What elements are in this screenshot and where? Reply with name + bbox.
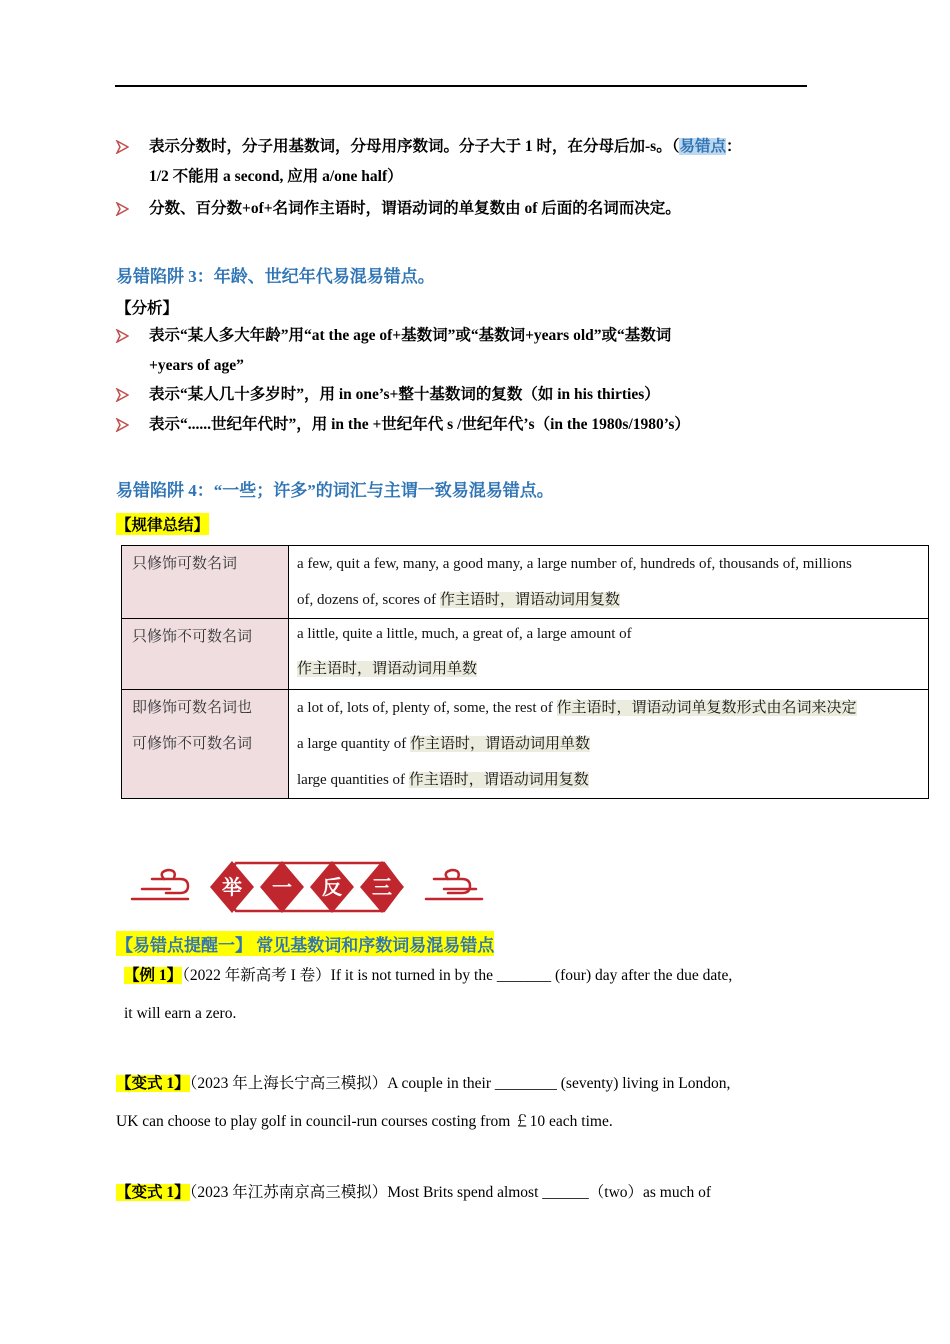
header-rule [115,85,807,87]
arrow-bullet-icon [115,329,131,343]
row-content: a few, quit a few, many, a good many, a large number of, hundreds of, thousands of, millions of, dozens of, scores of 作主语时，谓语动词用复数 [289,546,929,619]
banner-char: 反 [322,875,342,899]
row-content: a little, quite a little, much, a great of, a large amount of 作主语时，谓语动词用单数 [289,619,929,690]
reminder1-heading: 【易错点提醒一】 常见基数词和序数词易混易错点 [116,931,494,956]
analysis-label: 【分析】 [116,300,179,317]
arrow-bullet-icon [115,388,131,402]
quantifier-table [121,545,929,799]
trap3-heading: 易错陷阱 3：年龄、世纪年代易混易错点。 [116,267,435,286]
banner-char: 一 [272,875,292,899]
decade-age-bullet: 表示“某人几十多岁时”，用 in one’s+整十基数词的复数（如 in his thirties） [149,386,660,403]
table-row [122,546,929,619]
arrow-bullet-icon [115,202,131,216]
table-row [122,619,929,690]
table-row [122,690,929,799]
variant2: 【变式 1】（2023 年江苏南京高三模拟）Most Brits spend almost ______（two）as much of [116,1184,712,1201]
bullet-fraction-agreement: 分数、百分数+of+名词作主语时，谓语动词的单复数由 of 后面的名词而决定。 [149,200,681,217]
row-label: 只修饰不可数名词 [122,619,289,690]
example1: 【例 1】（2022 年新高考 I 卷）If it is not turned in by the _______ (four) day after the due date, it will earn a zero. [124,967,733,1022]
row-label: 即修饰可数名词也 可修饰不可数名词 [122,690,289,799]
arrow-bullet-icon [115,418,131,432]
example-label: 【例 1】 [124,967,183,984]
variant-label: 【变式 1】 [116,1184,190,1201]
bullet-fraction: 表示分数时，分子用基数词，分母用序数词。分子大于 1 时，在分母后加-s。（易错点： 1/2 不能用 a second, 应用 a/one half） [149,138,742,185]
variant1: 【变式 1】（2023 年上海长宁高三模拟）A couple in their ________ (seventy) living in London, UK can choose to play golf in council-run courses costing from ￡10 each time. [116,1075,731,1130]
arrow-bullet-icon [115,140,131,154]
row-content: a lot of, lots of, plenty of, some, the rest of 作主语时，谓语动词单复数形式由名词来决定 a large quantity of 作主语时，谓语动词用单数 large quantities of 作主语时，谓语动词用复数 [289,690,929,799]
error-point-highlight: 易错点 [679,138,726,155]
century-bullet: 表示“......世纪年代时”，用 in the +世纪年代 s /世纪年代’s（in the 1980s/1980’s） [149,416,690,433]
banner-char: 举 [222,875,242,899]
row-label: 只修饰可数名词 [122,546,289,619]
practice-banner [130,855,490,919]
trap4-heading: 易错陷阱 4：“一些；许多”的词汇与主谓一致易混易错点。 [116,481,554,500]
variant-label: 【变式 1】 [116,1075,190,1092]
banner-char: 三 [372,875,392,899]
age-bullet: 表示“某人多大年龄”用“at the age of+基数词”或“基数词+years old”或“基数词 +years of age” [149,327,672,374]
summary-label: 【规律总结】 [116,513,209,535]
